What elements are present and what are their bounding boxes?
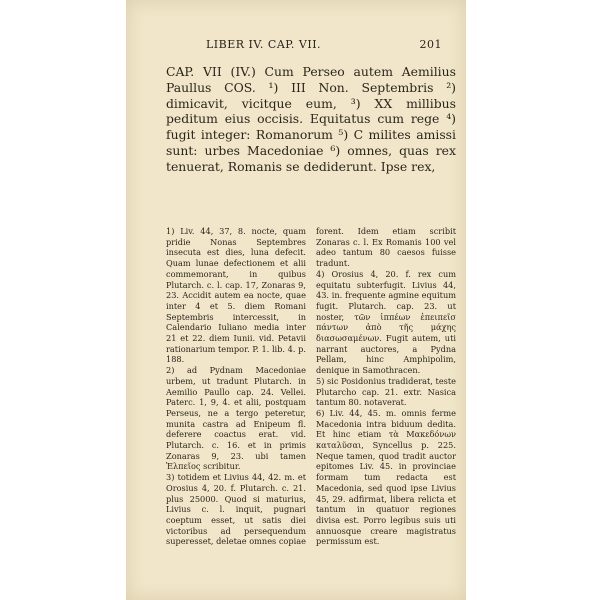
- footnotes-left-column: [166, 226, 306, 547]
- footnotes-right-column: [316, 226, 456, 547]
- main-paragraph: CAP. VII (IV.) Cum Perseo autem Aemilius Paullus COS. ¹) III Non. Septembris ²) dimicavit, vicitque eum, ³) XX millibus peditum eius occisis. Equitatus cum rege ⁴) fugit integer: Romanorum ⁵) C milites amissi sunt: urbes Macedoniae ⁶) omnes, quas rex tenuerat, Romanis se dediderunt. Ipse rex,: [166, 64, 456, 174]
- page-number: 201: [419, 38, 442, 51]
- footnote-6: 6) Liv. 44, 45. m. omnis ferme Macedonia intra biduum dedita. Et hinc etiam τὰ Μακεδόνων καταλῦσαι, Syncellus p. 225. Neque tamen, quod tradit auctor epitomes Liv. 45. in provinciae formam tum redacta est Macedonia, sed quod ipse Livius 45, 29. adfirmat, libera relicta et tantum in quatuor regiones divisa est. Porro legibus suis uti annuosque creare magistratus permissum est.: [316, 407, 456, 547]
- running-title: LIBER IV. CAP. VII.: [206, 38, 322, 51]
- footnote-2: 2) ad Pydnam Macedoniae urbem, ut tradunt Plutarch. in Aemilio Paullo cap. 24. Vellei. Paterc. 1, 9, 4. et alii, postquam Perseus, ne a tergo peteretur, munita castra ad Enipeum fl. deferere coactus erat. vid. Plutarch. c. 16. et in primis Zonaras 9, 23. ubi tamen Ἐλπεῖος scribitur.: [166, 365, 306, 472]
- main-text-block: [166, 64, 456, 175]
- footnote-3-continued: forent. Idem etiam scribit Zonaras c. l. Ex Romanis 100 vel adeo tantum 80 caesos fuisse tradunt.: [316, 226, 456, 269]
- footnote-1: 1) Liv. 44, 37, 8. nocte, quam pridie Nonas Septembres insecuta est dies, luna defecit. Quam lunae defectionem et alii commemorant, in quibus Plutarch. c. l. cap. 17, Zonaras 9, 23. Accidit autem ea nocte, quae inter 4 et 5. diem Romani Septembris intercessit, in Calendario Iuliano media inter 21 et 22. diem Iunii. vid. Petavii rationarium tempor. P. 1. lib. 4. p. 188.: [166, 226, 306, 365]
- footnote-3: 3) totidem et Livius 44, 42. m. et Orosius 4, 20. f. Plutarch. c. 21. plus 25000. Quod si maturius, Livius c. l. inquit, pugnari coeptum esset, ut satis diei victoribus ad persequendum superesset, deletae omnes copiae: [166, 472, 306, 547]
- footnote-4: 4) Orosius 4, 20. f. rex cum equitatu subterfugit. Livius 44, 43. in. frequente agmine equitum fugit. Plutarch. cap. 23. ut noster, τῶν ἱππέων ἐπειπεῖσ πάντων ἀπὸ τῆς μάχης διασωσαμένων. Fugit autem, uti narrant auctores, a Pydna Pellam, hinc Amphipolim, denique in Samothracen.: [316, 268, 456, 376]
- book-page: [126, 0, 466, 600]
- footnote-5: 5) sic Posidonius tradiderat, teste Plutarcho cap. 21. extr. Nasica tantum 80. notaverat.: [316, 375, 456, 408]
